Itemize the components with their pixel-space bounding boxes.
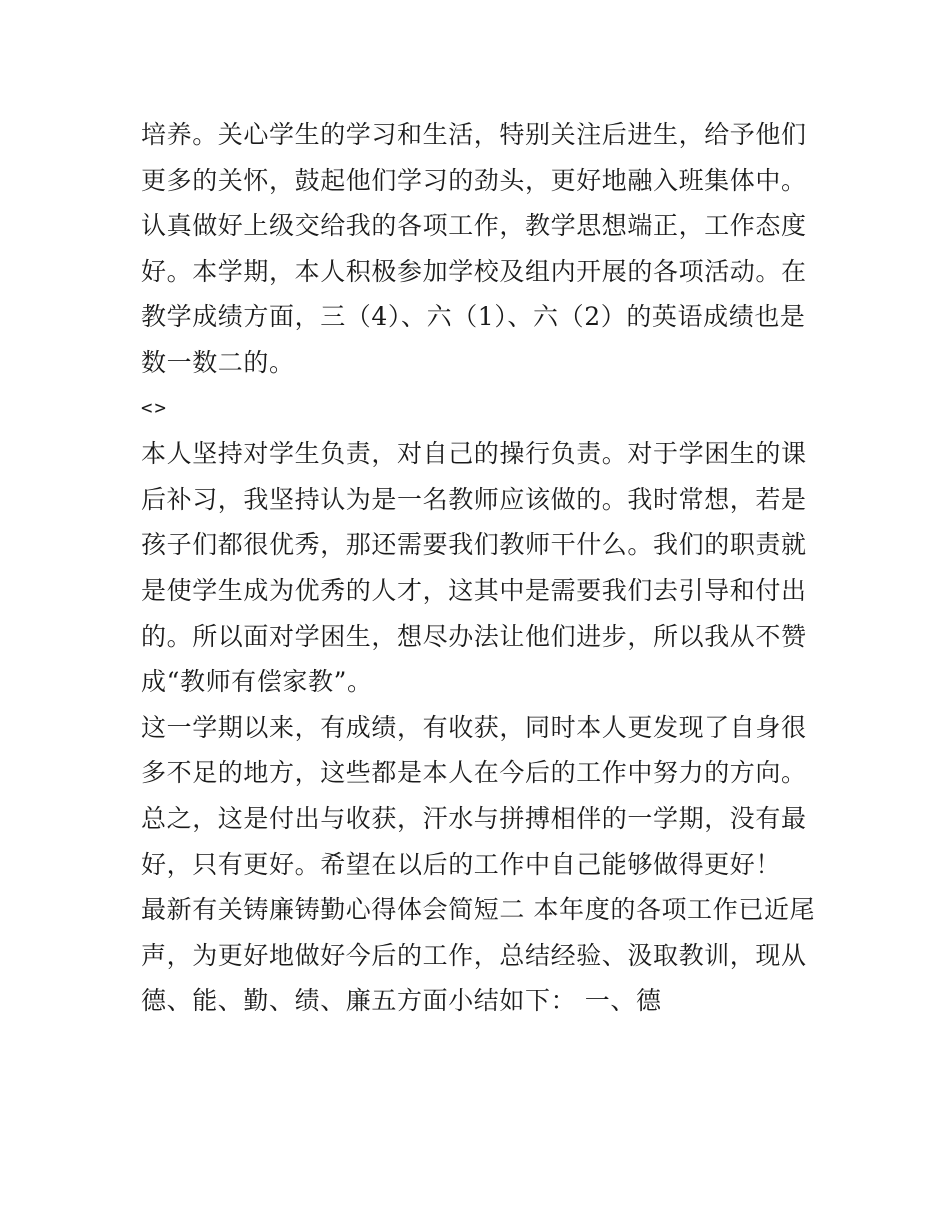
paragraph-2: 本人坚持对学生负责，对自己的操行负责。对于学困生的课后补习，我坚持认为是一名教师应该做的。我时常想，若是孩子们都很优秀，那还需要我们教师干什么。我们的职责就是使学生成为优秀的人才，这其中是需要我们去引导和付出的。所以面对学困生，想尽办法让他们进步，所以我从不赞成“教师有偿家教”。 [141,439,807,697]
paragraph-1: 培养。关心学生的学习和生活，特别关注后进生，给予他们更多的关怀，鼓起他们学习的劲头，更好地融入班集体中。认真做好上级交给我的各项工作，教学思想端正，工作态度好。本学期，本人积极参加学校及组内开展的各项活动。在教学成绩方面，三（4）、六（1）、六（2）的英语成绩也是数一数二的。 [141,120,807,377]
paragraph-marker: <> [141,396,168,419]
paragraph-4: 最新有关铸廉铸勤心得体会简短二 本年度的各项工作已近尾声，为更好地做好今后的工作，总结经验、汲取教训，现从德、能、勤、绩、廉五方面小结如下： 一、德 [141,895,816,1016]
document-body [141,112,821,1024]
paragraph-3: 这一学期以来，有成绩，有收获，同时本人更发现了自身很多不足的地方，这些都是本人在今后的工作中努力的方向。总之，这是付出与收获，汗水与拼搏相伴的一学期，没有最好，只有更好。希望在以后的工作中自己能够做得更好！ [141,712,807,879]
